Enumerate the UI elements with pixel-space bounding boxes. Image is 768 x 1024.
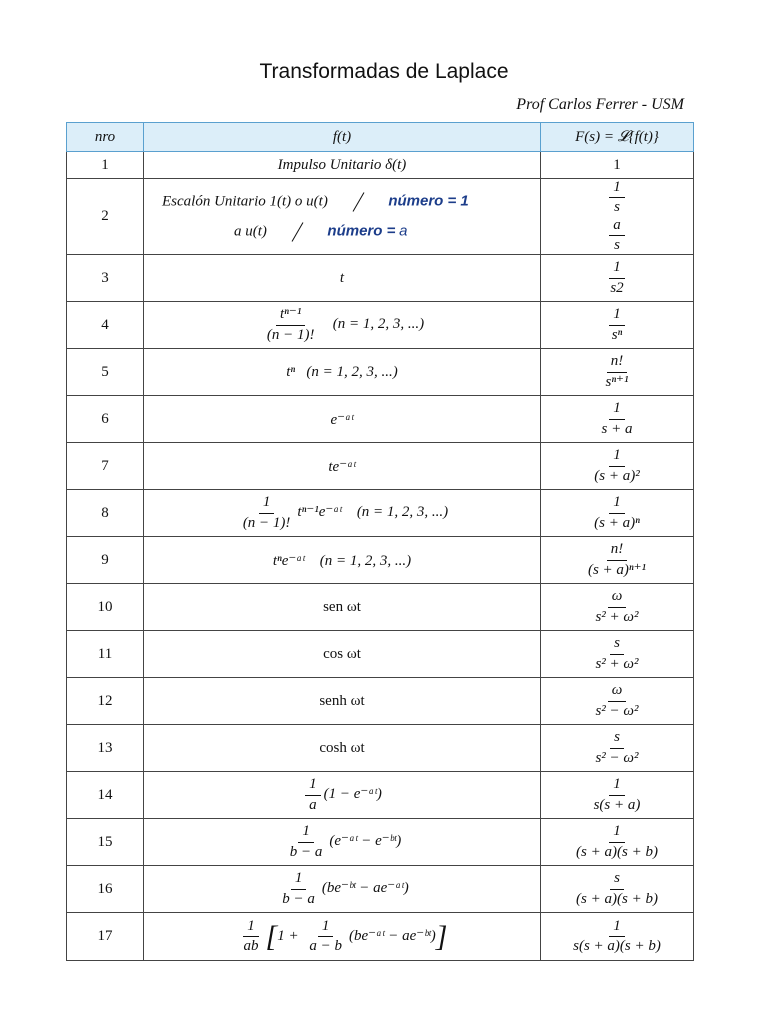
fraction-denominator: s(s + a) xyxy=(593,796,641,813)
ft-cell: $\frac{1}{ab}$ [1 + $\frac{1}{a - b}$ (be⁻ᵃᵗ − ae⁻ᵇᵗ)] xyxy=(144,913,541,961)
fs-cell xyxy=(541,179,694,255)
row-number: 6 xyxy=(67,396,144,443)
ft-cell xyxy=(144,490,541,537)
fraction-numerator: a xyxy=(609,217,625,236)
ft-cell: te⁻ᵃᵗ xyxy=(144,443,541,490)
fraction-numerator: 1 xyxy=(609,400,625,419)
fs-cell xyxy=(541,349,694,396)
fraction-numerator: s xyxy=(610,729,624,748)
slash-mark xyxy=(291,222,303,242)
fraction-numerator: 1 xyxy=(609,259,625,278)
table-row xyxy=(67,584,694,631)
fraction-numerator: s xyxy=(610,870,624,889)
fraction-numerator: 1 xyxy=(259,494,275,513)
fraction-denominator: b − a xyxy=(289,843,323,860)
fraction-numerator: 1 xyxy=(609,918,625,937)
fs-cell xyxy=(541,725,694,772)
fraction-numerator: s xyxy=(610,635,624,654)
fs-cell xyxy=(541,537,694,584)
ft-cell: senh ωt xyxy=(144,678,541,725)
row-number: 3 xyxy=(67,255,144,302)
ft-cell xyxy=(144,179,541,255)
row-number: 9 xyxy=(67,537,144,584)
fs-cell xyxy=(541,631,694,678)
fraction-numerator: 1 xyxy=(609,823,625,842)
fraction-numerator: ω xyxy=(608,682,627,701)
fraction-denominator: (s + a)ⁿ⁺¹ xyxy=(587,561,647,578)
number-label: número = 1 xyxy=(388,191,469,209)
fraction-denominator: a − b xyxy=(309,938,342,954)
row-number: 1 xyxy=(67,152,144,179)
row-number: 12 xyxy=(67,678,144,725)
fs-cell xyxy=(541,772,694,819)
fs-cell xyxy=(541,302,694,349)
fraction-denominator: (s + a)ⁿ xyxy=(594,514,640,531)
fraction-denominator: sⁿ⁺¹ xyxy=(605,373,629,390)
fraction-numerator: 1 xyxy=(609,179,625,198)
fraction-numerator: ω xyxy=(608,588,627,607)
fraction-denominator: a xyxy=(309,796,317,813)
condition-text: (n = 1, 2, 3, ...) xyxy=(356,504,449,521)
header-fs: F(s) = 𝓛{f(t)} xyxy=(541,123,694,152)
row-number: 8 xyxy=(67,490,144,537)
fs-cell xyxy=(541,255,694,302)
table-row xyxy=(67,255,694,302)
table-row xyxy=(67,866,694,913)
ft-cell xyxy=(144,537,541,584)
row-number: 2 xyxy=(67,179,144,255)
header-ft: f(t) xyxy=(144,123,541,152)
fraction-denominator: s2 xyxy=(610,279,624,296)
left-bracket: [ xyxy=(265,919,278,953)
ft-cell: cos ωt xyxy=(144,631,541,678)
fs-cell xyxy=(541,443,694,490)
fraction-denominator: (n − 1)! xyxy=(242,514,291,531)
ft-cell: e⁻ᵃᵗ xyxy=(144,396,541,443)
fraction-denominator: (s + a)(s + b) xyxy=(576,890,658,907)
fraction-denominator: s xyxy=(614,236,620,253)
row-number: 13 xyxy=(67,725,144,772)
row-number: 11 xyxy=(67,631,144,678)
author-credit: Prof Carlos Ferrer - USM xyxy=(516,96,684,113)
laplace-table xyxy=(66,122,694,961)
table-row xyxy=(67,302,694,349)
header-nro: nro xyxy=(67,123,144,152)
table-row xyxy=(67,678,694,725)
fraction-denominator: (s + a)(s + b) xyxy=(576,843,658,860)
table-row xyxy=(67,152,694,179)
fraction-numerator: 1 xyxy=(305,776,321,795)
fraction-denominator: s² − ω² xyxy=(595,749,639,766)
condition-text: (n = 1, 2, 3, ...) xyxy=(319,552,412,569)
fs-cell xyxy=(541,866,694,913)
fraction-numerator: 1 xyxy=(609,494,625,513)
fraction-numerator: 1 xyxy=(609,776,625,795)
fraction-numerator: n! xyxy=(607,353,628,372)
fs-cell xyxy=(541,819,694,866)
page-title: Transformadas de Laplace xyxy=(259,60,509,83)
row-number: 15 xyxy=(67,819,144,866)
condition-text: (n = 1, 2, 3, ...) xyxy=(306,363,398,380)
row-number: 14 xyxy=(67,772,144,819)
row-number: 17 xyxy=(67,913,144,961)
table-row xyxy=(67,349,694,396)
fs-cell xyxy=(541,490,694,537)
fraction-numerator: 1 xyxy=(291,870,307,889)
ft-expression: tⁿ xyxy=(286,363,296,380)
ft-expression: (1 − e⁻ᵃᵗ) xyxy=(323,786,382,803)
ft-expression: (e⁻ᵃᵗ − e⁻ᵇᵗ) xyxy=(329,833,402,850)
row-number: 4 xyxy=(67,302,144,349)
fraction-denominator: s xyxy=(614,199,620,216)
table-row xyxy=(67,631,694,678)
fraction-numerator: 1 xyxy=(609,447,625,466)
fraction-numerator: 1 xyxy=(318,918,334,937)
fraction-denominator: b − a xyxy=(282,890,315,907)
fs-cell xyxy=(541,913,694,961)
row-number: 5 xyxy=(67,349,144,396)
table-row xyxy=(67,725,694,772)
fraction-denominator: (s + a)² xyxy=(594,467,640,484)
ft-cell: t xyxy=(144,255,541,302)
ft-cell xyxy=(144,866,541,913)
table-row xyxy=(67,443,694,490)
ft-expression: tⁿ⁻¹e⁻ᵃᵗ xyxy=(297,504,342,521)
fraction-numerator: tⁿ⁻¹ xyxy=(276,306,305,325)
table-row xyxy=(67,490,694,537)
ft-cell: sen ωt xyxy=(144,584,541,631)
fraction-denominator: (n − 1)! xyxy=(266,326,315,343)
fs-cell xyxy=(541,584,694,631)
fraction-denominator: s² − ω² xyxy=(595,702,639,719)
table-row xyxy=(67,537,694,584)
table-row xyxy=(67,913,694,961)
scaled-step-label: a u(t) xyxy=(234,222,267,239)
slash-mark xyxy=(352,192,364,212)
fraction-numerator: n! xyxy=(607,541,628,560)
fraction-denominator: s² + ω² xyxy=(595,655,639,672)
table-row xyxy=(67,396,694,443)
row-number: 16 xyxy=(67,866,144,913)
ft-expression: (be⁻ᵇᵗ − ae⁻ᵃᵗ) xyxy=(321,880,409,897)
fraction-denominator: s + a xyxy=(601,420,633,437)
table-row xyxy=(67,772,694,819)
fraction-numerator: 1 xyxy=(243,918,259,937)
fs-cell xyxy=(541,678,694,725)
ft-cell xyxy=(144,302,541,349)
step-label: Escalón Unitario 1(t) o u(t) xyxy=(162,192,328,209)
ft-cell xyxy=(144,349,541,396)
table-row xyxy=(67,179,694,255)
ft-cell xyxy=(144,819,541,866)
ft-expression: tⁿe⁻ᵃᵗ xyxy=(272,552,305,569)
fraction-denominator: s(s + a)(s + b) xyxy=(573,938,661,954)
table-header-row xyxy=(67,123,694,152)
fraction-numerator: 1 xyxy=(298,823,314,842)
ft-cell: cosh ωt xyxy=(144,725,541,772)
row-number: 10 xyxy=(67,584,144,631)
number-label: número = xyxy=(327,221,396,239)
number-value: a xyxy=(399,221,408,239)
row-number: 7 xyxy=(67,443,144,490)
table-row xyxy=(67,819,694,866)
ft-cell: Impulso Unitario δ(t) xyxy=(144,152,541,179)
fs-cell: 1 xyxy=(541,152,694,179)
fraction-denominator: sⁿ xyxy=(611,326,623,343)
fraction-denominator: s² + ω² xyxy=(595,608,639,625)
fraction-denominator: ab xyxy=(243,938,259,954)
ft-cell xyxy=(144,772,541,819)
ft-expression: (be⁻ᵃᵗ − ae⁻ᵇᵗ) xyxy=(348,927,436,944)
fraction-numerator: 1 xyxy=(609,306,625,325)
condition-text: (n = 1, 2, 3, ...) xyxy=(332,316,425,333)
right-bracket: ] xyxy=(435,919,448,953)
fs-cell xyxy=(541,396,694,443)
